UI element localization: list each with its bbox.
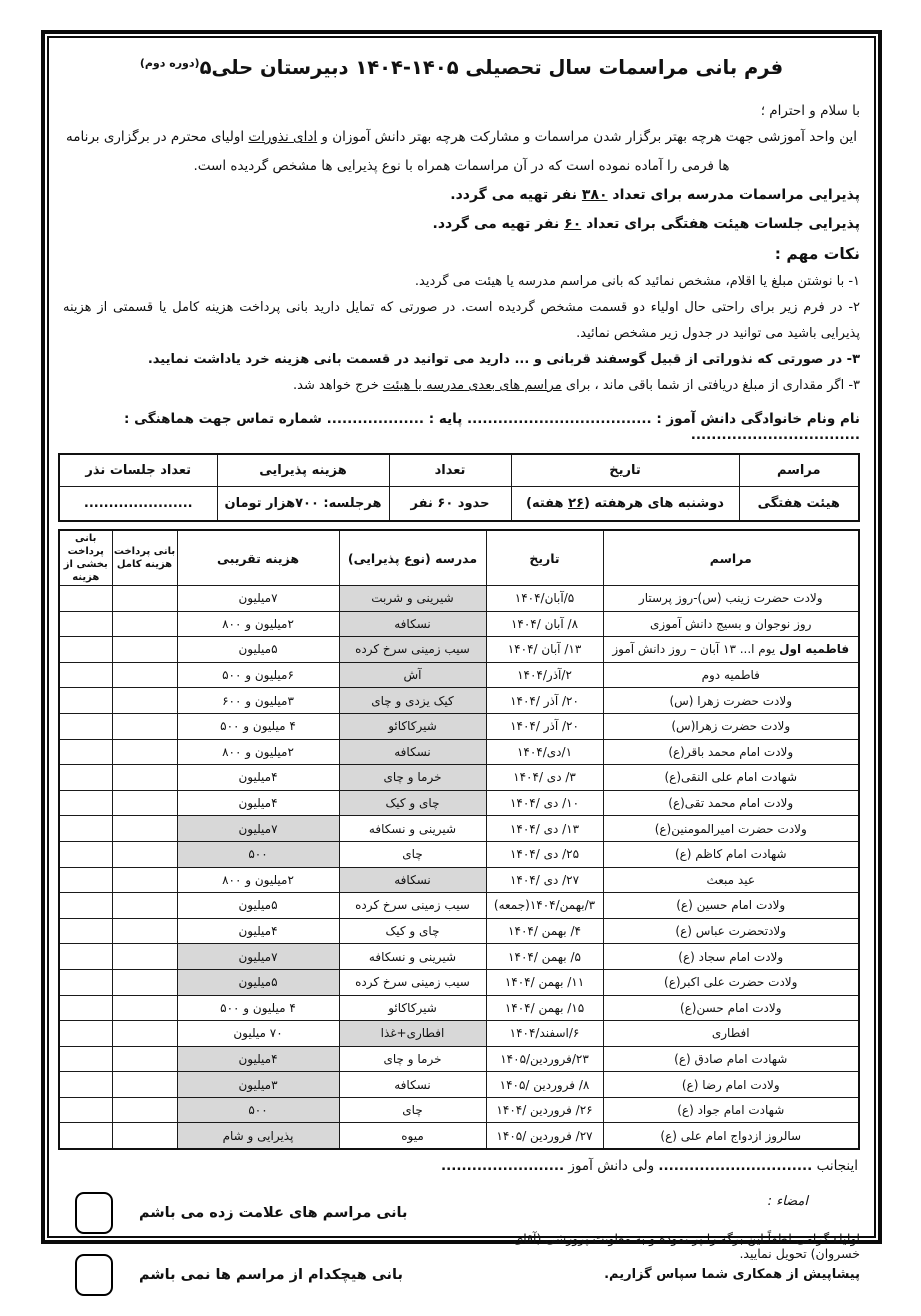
student-info-line bbox=[63, 411, 860, 443]
ceremony-date-cell: ۵/ بهمن /۱۴۰۴ bbox=[486, 944, 603, 970]
ceremony-row bbox=[59, 1072, 859, 1098]
ceremony-cost-cell: ۷میلیون bbox=[177, 586, 339, 612]
partial-payment-blank-cell[interactable] bbox=[59, 867, 112, 893]
sponsor-marked-label: بانی مراسم های علامت زده می باشم bbox=[139, 1205, 408, 1222]
weekly-header-ceremony: مراسم bbox=[739, 454, 859, 487]
ceremony-cost-cell: پذیرایی و شام bbox=[177, 1123, 339, 1149]
partial-payment-blank-cell[interactable] bbox=[59, 1046, 112, 1072]
partial-payment-blank-cell[interactable] bbox=[59, 765, 112, 791]
ceremony-food-cell: سیب زمینی سرخ کرده bbox=[339, 893, 486, 919]
sponsor-none-option bbox=[75, 1254, 463, 1296]
ceremony-date-cell: ۱۳/ آبان /۱۴۰۴ bbox=[486, 637, 603, 663]
sponsor-none-label: بانی هیچکدام از مراسم ها نمی باشم bbox=[139, 1267, 403, 1284]
heyat-catering-line: پذیرایی جلسات هیئت هفتگی برای تعداد ۶۰ نفر تهیه می گردد. bbox=[432, 216, 860, 232]
partial-payment-blank-cell[interactable] bbox=[59, 1097, 112, 1123]
ceremony-food-cell: خرما و چای bbox=[339, 765, 486, 791]
full-payment-blank-cell[interactable] bbox=[112, 637, 177, 663]
ceremony-row bbox=[59, 662, 859, 688]
ceremony-name-cell: ولادت امام سجاد (ع) bbox=[603, 944, 859, 970]
full-payment-blank-cell[interactable] bbox=[112, 739, 177, 765]
ceremony-food-cell: شیرینی و نسکافه bbox=[339, 944, 486, 970]
ceremony-date-cell: ۸/ فروردین /۱۴۰۵ bbox=[486, 1072, 603, 1098]
header-full-payment: بانی پرداخت هزینه کامل bbox=[112, 530, 177, 586]
ceremonies-table bbox=[58, 529, 860, 1150]
guardian-label: ولی دانش آموز bbox=[568, 1158, 655, 1175]
ceremony-date-cell: ۱۰/ دی /۱۴۰۴ bbox=[486, 790, 603, 816]
underlined-next-ceremonies: مراسم های بعدی مدرسه یا هیئت bbox=[382, 378, 562, 393]
ceremony-date-cell: ۳/ دی /۱۴۰۴ bbox=[486, 765, 603, 791]
weekly-cost-cell: هرجلسه: ۷۰۰هزار تومان bbox=[217, 487, 389, 522]
partial-payment-blank-cell[interactable] bbox=[59, 637, 112, 663]
ceremony-date-cell: ۸/ آبان /۱۴۰۴ bbox=[486, 611, 603, 637]
ceremony-cost-cell: ۳میلیون و ۶۰۰ bbox=[177, 688, 339, 714]
ceremony-cost-cell: ۴میلیون bbox=[177, 1046, 339, 1072]
ceremony-food-cell: چای bbox=[339, 1097, 486, 1123]
ceremony-name-cell: شهادت امام جواد (ع) bbox=[603, 1097, 859, 1123]
salutation: با سلام و احترام ؛ bbox=[760, 103, 860, 119]
ceremony-name-cell: ولادت حضرت امیرالمومنین(ع) bbox=[603, 816, 859, 842]
ceremony-cost-cell: ۵میلیون bbox=[177, 969, 339, 995]
ceremony-food-cell: سیب زمینی سرخ کرده bbox=[339, 969, 486, 995]
intro-paragraph: این واحد آموزشی جهت هرچه بهتر برگزار شدن مراسمات و مشارکت هرچه بهتر دانش آموزان و ادای نذورات اولیای محترم در برگزاری برنامه ها فرمی را آماده نموده است که در آن مراسمات همراه با نوع پذیرایی ها مشخص گردیده است. bbox=[66, 129, 857, 174]
ceremony-cost-cell: ۵۰۰ bbox=[177, 841, 339, 867]
ceremony-cost-cell: ۴ میلیون و ۵۰۰ bbox=[177, 995, 339, 1021]
ceremony-name-cell: افطاری bbox=[603, 1021, 859, 1047]
partial-payment-blank-cell[interactable] bbox=[59, 995, 112, 1021]
ceremony-date-cell: ۱/دی/۱۴۰۴ bbox=[486, 739, 603, 765]
page-frame bbox=[41, 30, 882, 1284]
undersigned-label: اینجانب bbox=[816, 1158, 858, 1175]
full-payment-blank-cell[interactable] bbox=[112, 713, 177, 739]
full-payment-blank-cell[interactable] bbox=[112, 867, 177, 893]
page-title-text: فرم بانی مراسمات سال تحصیلی ۱۴۰۵-۱۴۰۴ دبیرستان حلی۵ bbox=[199, 56, 784, 79]
ceremony-name-cell: ولادت امام رضا (ع) bbox=[603, 1072, 859, 1098]
ceremony-food-cell: میوه bbox=[339, 1123, 486, 1149]
ceremony-row bbox=[59, 637, 859, 663]
ceremony-cost-cell: ۲میلیون و ۸۰۰ bbox=[177, 867, 339, 893]
weekly-date-cell: دوشنبه های هرهفته (۲۶ هفته) bbox=[511, 487, 739, 522]
ceremony-name-cell: شهادت امام صادق (ع) bbox=[603, 1046, 859, 1072]
ceremony-food-cell: خرما و چای bbox=[339, 1046, 486, 1072]
ceremony-row bbox=[59, 918, 859, 944]
full-payment-blank-cell[interactable] bbox=[112, 1021, 177, 1047]
ceremony-name-cell: ولادت حضرت زهرا (س) bbox=[603, 688, 859, 714]
ceremony-date-cell: ۲۷/ دی /۱۴۰۴ bbox=[486, 867, 603, 893]
full-payment-blank-cell[interactable] bbox=[112, 790, 177, 816]
ceremony-cost-cell: ۲میلیون و ۸۰۰ bbox=[177, 739, 339, 765]
ceremony-name-cell: سالروز ازدواج امام علی (ع) bbox=[603, 1123, 859, 1149]
ceremony-date-cell: ۲۰/ آذر /۱۴۰۴ bbox=[486, 713, 603, 739]
sponsor-none-checkbox[interactable] bbox=[75, 1254, 113, 1296]
ceremony-cost-cell: ۴ میلیون و ۵۰۰ bbox=[177, 713, 339, 739]
ceremony-name-cell: ولادت حضرت زینب (س)-روز پرستار bbox=[603, 586, 859, 612]
note-1: ۱- با نوشتن مبلغ یا اقلام، مشخص نمائید که بانی مراسم مدرسه یا هیئت می گردید. bbox=[414, 274, 860, 289]
ceremony-name-cell: روز نوجوان و بسیج دانش آموزی bbox=[603, 611, 859, 637]
weekly-ceremony-cell: هیئت هفتگی bbox=[739, 487, 859, 522]
ceremony-row bbox=[59, 944, 859, 970]
weekly-vow-sessions-blank[interactable]: ...................... bbox=[59, 487, 217, 522]
undersigned-line bbox=[65, 1158, 858, 1174]
ceremony-cost-cell: ۵میلیون bbox=[177, 637, 339, 663]
full-payment-blank-cell[interactable] bbox=[112, 969, 177, 995]
school-catering-line: پذیرایی مراسمات مدرسه برای تعداد ۳۸۰ نفر تهیه می گردد. bbox=[450, 187, 860, 203]
weekly-header-date: تاریخ bbox=[511, 454, 739, 487]
ceremony-date-cell: ۳/بهمن/۱۴۰۴(جمعه) bbox=[486, 893, 603, 919]
partial-payment-blank-cell[interactable] bbox=[59, 841, 112, 867]
ceremony-row bbox=[59, 841, 859, 867]
ceremony-name-cell: فاطمیه اول یوم ا... ۱۳ آبان – روز دانش آموز bbox=[603, 637, 859, 663]
partial-payment-blank-cell[interactable] bbox=[59, 918, 112, 944]
ceremony-food-cell: نسکافه bbox=[339, 611, 486, 637]
ceremony-row bbox=[59, 893, 859, 919]
ceremony-food-cell: شیرکاکائو bbox=[339, 995, 486, 1021]
ceremony-name-cell: فاطمیه دوم bbox=[603, 662, 859, 688]
ceremony-name-cell: ولادت امام محمد باقر(ع) bbox=[603, 739, 859, 765]
ceremony-row bbox=[59, 713, 859, 739]
ceremony-date-cell: ۲۵/ دی /۱۴۰۴ bbox=[486, 841, 603, 867]
weekly-header-vow-sessions: تعداد جلسات نذر bbox=[59, 454, 217, 487]
signature-label: امضاء : bbox=[767, 1194, 808, 1210]
full-payment-blank-cell[interactable] bbox=[112, 841, 177, 867]
partial-payment-blank-cell[interactable] bbox=[59, 662, 112, 688]
ceremony-row bbox=[59, 816, 859, 842]
full-payment-blank-cell[interactable] bbox=[112, 816, 177, 842]
ceremony-cost-cell: ۷۰ میلیون bbox=[177, 1021, 339, 1047]
ceremony-name-cell: شهادت امام علی النقی(ع) bbox=[603, 765, 859, 791]
sponsor-marked-checkbox[interactable] bbox=[75, 1192, 113, 1234]
ceremony-food-cell: افطاری+غذا bbox=[339, 1021, 486, 1047]
page-title-suffix: (دوره دوم) bbox=[139, 56, 200, 70]
ceremony-cost-cell: ۳میلیون bbox=[177, 1072, 339, 1098]
partial-payment-blank-cell[interactable] bbox=[59, 969, 112, 995]
parents-instruction-line: اولیاء گرامی لطفاً این برگه را پر نموده و به معاونت پرورشی (آقای خسروان) تحویل نمایید. bbox=[513, 1231, 860, 1262]
full-payment-blank-cell[interactable] bbox=[112, 1097, 177, 1123]
ceremony-row bbox=[59, 790, 859, 816]
ceremony-date-cell: ۲۶/ فروردین /۱۴۰۴ bbox=[486, 1097, 603, 1123]
bottom-right-column bbox=[463, 1180, 860, 1316]
ceremony-row bbox=[59, 995, 859, 1021]
grade-label: پایه : bbox=[428, 411, 463, 427]
ceremony-row bbox=[59, 867, 859, 893]
ceremony-row bbox=[59, 1123, 859, 1149]
header-partial-payment: بانی پرداخت بخشی از هزینه bbox=[59, 530, 112, 586]
ceremony-name-cell: ولادت امام محمد تقی(ع) bbox=[603, 790, 859, 816]
full-payment-blank-cell[interactable] bbox=[112, 1046, 177, 1072]
partial-payment-blank-cell[interactable] bbox=[59, 713, 112, 739]
note-3: ۳- در صورتی که نذوراتی از قبیل گوسفند قربانی و ... دارید می توانید در قسمت بانی هزینه خرد یاداشت نمایید. bbox=[147, 352, 860, 367]
checkbox-column bbox=[63, 1180, 463, 1316]
ceremony-name-cell: ولادت حضرت زهرا(س) bbox=[603, 713, 859, 739]
partial-payment-blank-cell[interactable] bbox=[59, 1072, 112, 1098]
partial-payment-blank-cell[interactable] bbox=[59, 688, 112, 714]
full-payment-blank-cell[interactable] bbox=[112, 586, 177, 612]
weekly-header-row bbox=[59, 454, 859, 487]
partial-payment-blank-cell[interactable] bbox=[59, 739, 112, 765]
ceremony-row bbox=[59, 688, 859, 714]
full-payment-blank-cell[interactable] bbox=[112, 1123, 177, 1149]
grade-blank[interactable]: ................... bbox=[326, 411, 425, 427]
student-name-label: نام ونام خانوادگی دانش آموز : bbox=[656, 411, 860, 427]
weekly-data-row bbox=[59, 487, 859, 522]
partial-payment-blank-cell[interactable] bbox=[59, 1021, 112, 1047]
ceremony-cost-cell: ۴میلیون bbox=[177, 918, 339, 944]
ceremony-cost-cell: ۲میلیون و ۸۰۰ bbox=[177, 611, 339, 637]
page-frame-inner bbox=[47, 36, 876, 1284]
ceremony-food-cell: چای و کیک bbox=[339, 918, 486, 944]
weekly-heyat-table bbox=[58, 453, 860, 522]
ceremony-row bbox=[59, 739, 859, 765]
ceremony-cost-cell: ۷میلیون bbox=[177, 816, 339, 842]
ceremony-food-cell: کیک یزدی و چای bbox=[339, 688, 486, 714]
full-payment-blank-cell[interactable] bbox=[112, 611, 177, 637]
notes-title: نکات مهم : bbox=[774, 245, 860, 263]
full-payment-blank-cell[interactable] bbox=[112, 1072, 177, 1098]
ceremony-row bbox=[59, 1046, 859, 1072]
ceremony-cost-cell: ۵۰۰ bbox=[177, 1097, 339, 1123]
ceremony-name-cell: ولادت امام حسن(ع) bbox=[603, 995, 859, 1021]
ceremony-row bbox=[59, 969, 859, 995]
school-count: ۳۸۰ bbox=[581, 187, 608, 203]
ceremony-cost-cell: ۴میلیون bbox=[177, 790, 339, 816]
full-payment-blank-cell[interactable] bbox=[112, 918, 177, 944]
header-ceremony: مراسم bbox=[603, 530, 859, 586]
ceremony-name-cell: شهادت امام کاظم (ع) bbox=[603, 841, 859, 867]
student-name-blank[interactable]: .................................... bbox=[466, 411, 652, 427]
ceremony-food-cell: چای bbox=[339, 841, 486, 867]
ceremony-date-cell: ۲۷/ فروردین /۱۴۰۵ bbox=[486, 1123, 603, 1149]
ceremony-row bbox=[59, 611, 859, 637]
page-title bbox=[63, 56, 860, 79]
ceremony-food-cell: آش bbox=[339, 662, 486, 688]
full-payment-blank-cell[interactable] bbox=[112, 688, 177, 714]
ceremony-date-cell: ۱۳/ دی /۱۴۰۴ bbox=[486, 816, 603, 842]
guardian-blank[interactable]: ........................ bbox=[441, 1158, 565, 1175]
weekly-header-count: تعداد bbox=[389, 454, 511, 487]
ceremony-cost-cell: ۶میلیون و ۵۰۰ bbox=[177, 662, 339, 688]
partial-payment-blank-cell[interactable] bbox=[59, 586, 112, 612]
sponsor-marked-option bbox=[75, 1192, 463, 1234]
ceremony-cost-cell: ۵میلیون bbox=[177, 893, 339, 919]
header-date: تاریخ bbox=[486, 530, 603, 586]
ceremony-date-cell: ۲/آذر/۱۴۰۴ bbox=[486, 662, 603, 688]
ceremony-row bbox=[59, 586, 859, 612]
ceremony-food-cell: نسکافه bbox=[339, 739, 486, 765]
ceremony-food-cell: شیرکاکائو bbox=[339, 713, 486, 739]
phone-label: شماره تماس جهت هماهنگی : bbox=[123, 411, 322, 427]
note-4: ۳- اگر مقداری از مبلغ دریافتی از شما باقی ماند ، برای مراسم های بعدی مدرسه یا هیئت خرج خواهد شد. bbox=[292, 378, 860, 393]
ceremony-row bbox=[59, 765, 859, 791]
ceremony-name-cell: ولادت حضرت علی اکبر(ع) bbox=[603, 969, 859, 995]
ceremonies-header-row bbox=[59, 530, 859, 586]
weekly-count-cell: حدود ۶۰ نفر bbox=[389, 487, 511, 522]
header-food: مدرسه (نوع پذیرایی) bbox=[339, 530, 486, 586]
partial-payment-blank-cell[interactable] bbox=[59, 816, 112, 842]
header-cost: هزینه تقریبی bbox=[177, 530, 339, 586]
partial-payment-blank-cell[interactable] bbox=[59, 893, 112, 919]
undersigned-blank[interactable]: .............................. bbox=[658, 1158, 813, 1175]
ceremony-row bbox=[59, 1097, 859, 1123]
ceremony-name-cell: ولادتحضرت عباس (ع) bbox=[603, 918, 859, 944]
note-2: ۲- در فرم زیر برای راحتی حال اولیاء دو قسمت مشخص گردیده است. در صورتی که تمایل دارید بانی پرداخت هزینه کامل یا قسمتی از هزینه پذیرایی باشید می توانید در جدول زیر مشخص نمائید. bbox=[63, 300, 860, 341]
full-payment-blank-cell[interactable] bbox=[112, 662, 177, 688]
ceremony-food-cell: سیب زمینی سرخ کرده bbox=[339, 637, 486, 663]
partial-payment-blank-cell[interactable] bbox=[59, 790, 112, 816]
weekly-header-cost: هزینه پذیرایی bbox=[217, 454, 389, 487]
ceremony-date-cell: ۲۰/ آذر /۱۴۰۴ bbox=[486, 688, 603, 714]
phone-blank[interactable]: ................................. bbox=[690, 427, 860, 443]
ceremony-date-cell: ۵/آبان/۱۴۰۴ bbox=[486, 586, 603, 612]
ceremony-date-cell: ۴/ بهمن /۱۴۰۴ bbox=[486, 918, 603, 944]
ceremony-food-cell: شیرینی و شربت bbox=[339, 586, 486, 612]
heyat-count: ۶۰ bbox=[564, 216, 582, 232]
ceremony-cost-cell: ۴میلیون bbox=[177, 765, 339, 791]
full-payment-blank-cell[interactable] bbox=[112, 944, 177, 970]
ceremony-food-cell: چای و کیک bbox=[339, 790, 486, 816]
ceremony-food-cell: شیرینی و نسکافه bbox=[339, 816, 486, 842]
ceremony-name-cell: عید مبعث bbox=[603, 867, 859, 893]
ceremony-row bbox=[59, 1021, 859, 1047]
ceremony-cost-cell: ۷میلیون bbox=[177, 944, 339, 970]
full-payment-blank-cell[interactable] bbox=[112, 765, 177, 791]
partial-payment-blank-cell[interactable] bbox=[59, 611, 112, 637]
ceremony-date-cell: ۲۳/فروردین/۱۴۰۵ bbox=[486, 1046, 603, 1072]
ceremony-date-cell: ۱۵/ بهمن /۱۴۰۴ bbox=[486, 995, 603, 1021]
partial-payment-blank-cell[interactable] bbox=[59, 1123, 112, 1149]
thanks-line: پیشاپیش از همکاری شما سپاس گزاریم. bbox=[604, 1267, 860, 1283]
underlined-vows-phrase: ادای نذورات bbox=[248, 129, 318, 145]
ceremony-name-cell: ولادت امام حسین (ع) bbox=[603, 893, 859, 919]
ceremony-date-cell: ۶/اسفند/۱۴۰۴ bbox=[486, 1021, 603, 1047]
full-payment-blank-cell[interactable] bbox=[112, 893, 177, 919]
bottom-section bbox=[63, 1180, 860, 1316]
weekly-weeks-count: ۲۶ bbox=[568, 496, 584, 511]
ceremony-date-cell: ۱۱/ بهمن /۱۴۰۴ bbox=[486, 969, 603, 995]
full-payment-blank-cell[interactable] bbox=[112, 995, 177, 1021]
ceremony-food-cell: نسکافه bbox=[339, 1072, 486, 1098]
ceremony-food-cell: نسکافه bbox=[339, 867, 486, 893]
partial-payment-blank-cell[interactable] bbox=[59, 944, 112, 970]
